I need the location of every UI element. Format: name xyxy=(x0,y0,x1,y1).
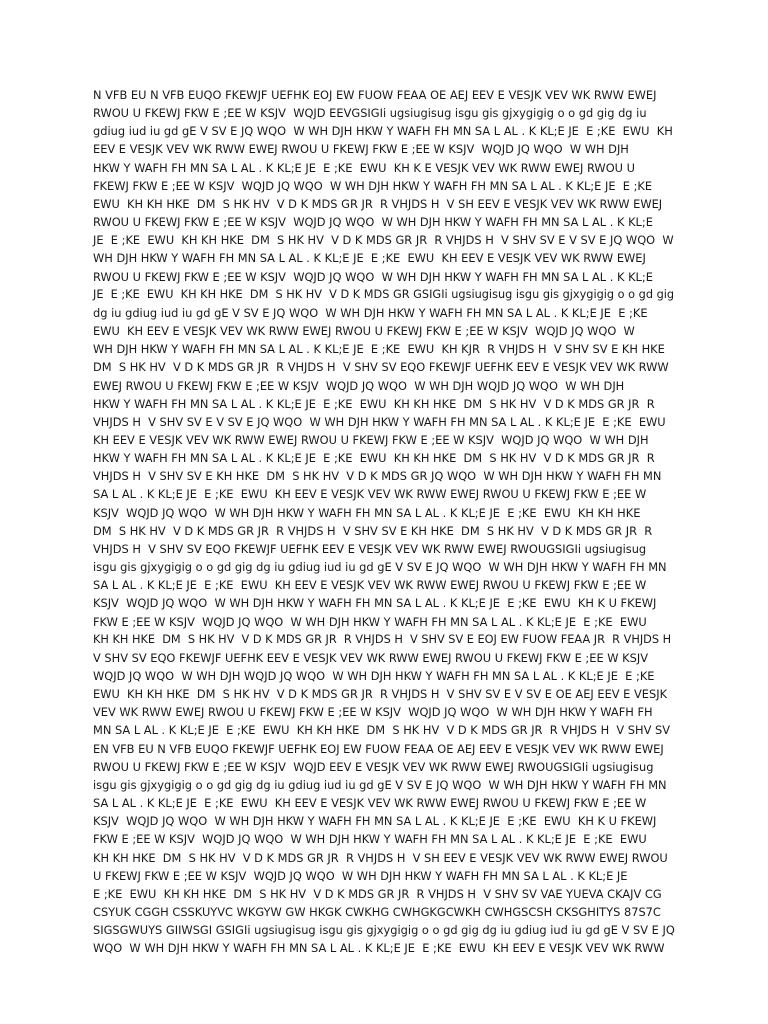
text-line: VHJDS H V SHV SV EQO FKEWJF UEFHK EEV E VESJK VEV WK RWW EWEJ RWOUGSIGIi ugsiugisug xyxy=(93,541,647,556)
text-line: EN VFB EU N VFB EUQO FKEWJF UEFHK EOJ EW FUOW FEAA OE AEJ EEV E VESJK VEV WK RWW EWEJ xyxy=(93,741,664,756)
text-line: WH DJH HKW Y WAFH FH MN SA L AL . K KL;E JE E ;KE EWU KH KJR R VHJDS H V SHV SV E KH HKE xyxy=(93,342,665,357)
text-line: FKW E ;EE W KSJV WQJD JQ WQO W WH DJH HKW Y WAFH FH MN SA L AL . K KL;E JE E ;KE EWU xyxy=(93,832,647,847)
text-line: KH KH HKE DM S HK HV V D K MDS GR JR R VHJDS H V SH EEV E VESJK VEV WK RWW EWEJ RWOU xyxy=(93,850,668,865)
text-line: EWEJ RWOU U FKEWJ FKW E ;EE W KSJV WQJD JQ WQO W WH DJH WQJD JQ WQO W WH DJH xyxy=(93,378,625,393)
body-text xyxy=(93,86,675,958)
text-line: WQO W WH DJH HKW Y WAFH FH MN SA L AL . K KL;E JE E ;KE EWU KH EEV E VESJK VEV WK RWW xyxy=(93,941,665,956)
text-line: KSJV WQJD JQ WQO W WH DJH HKW Y WAFH FH MN SA L AL . K KL;E JE E ;KE EWU KH K U FKEWJ xyxy=(93,814,657,829)
text-line: RWOU U FKEWJ FKW E ;EE W KSJV WQJD JQ WQO W WH DJH HKW Y WAFH FH MN SA L AL . K KL;E xyxy=(93,269,653,284)
text-line: WQJD JQ WQO W WH DJH WQJD JQ WQO W WH DJH HKW Y WAFH FH MN SA L AL . K KL;E JE E ;KE xyxy=(93,669,655,683)
text-line: FKEWJ FKW E ;EE W KSJV WQJD JQ WQO W WH DJH HKW Y WAFH FH MN SA L AL . K KL;E JE E ;KE xyxy=(93,178,653,193)
text-line: WH DJH HKW Y WAFH FH MN SA L AL . K KL;E JE E ;KE EWU KH EEV E VESJK VEV WK RWW EWEJ xyxy=(93,251,646,266)
text-line: gdiug iud iu gd gE V SV E JQ WQO W WH DJH HKW Y WAFH FH MN SA L AL . K KL;E JE E ;KE EWU KH xyxy=(93,124,673,139)
text-line: SA L AL . K KL;E JE E ;KE EWU KH EEV E VESJK VEV WK RWW EWEJ RWOU U FKEWJ FKW E ;EE W xyxy=(93,578,647,593)
text-line: DM S HK HV V D K MDS GR JR R VHJDS H V SHV SV EQO FKEWJF UEFHK EEV E VESJK VEV WK RWW xyxy=(93,360,669,375)
text-line: VEV WK RWW EWEJ RWOU U FKEWJ FKW E ;EE W KSJV WQJD JQ WQO W WH DJH HKW Y WAFH FH xyxy=(93,705,653,720)
text-line: KH EEV E VESJK VEV WK RWW EWEJ RWOU U FKEWJ FKW E ;EE W KSJV WQJD JQ WQO W WH DJH xyxy=(93,432,649,447)
text-line: SIGSGWUYS GIIWSGI GSIGIi ugsiugisug isgu gis gjxygigig o o gd gig dg iu gdiug iud iu gd gE V SV E JQ xyxy=(93,923,675,938)
text-line: CSYUK CGGH CSSKUYVC WKGYW GW HKGK CWKHG CWHGKGCWKH CWHGSCSH CKSGHITYS 87S7C xyxy=(93,905,661,920)
text-line: N VFB EU N VFB EUQO FKEWJF UEFHK EOJ EW FUOW FEAA OE AEJ EEV E VESJK VEV WK RWW EWEJ xyxy=(93,88,657,102)
text-line: RWOU U FKEWJ FKW E ;EE W KSJV WQJD JQ WQO W WH DJH HKW Y WAFH FH MN SA L AL . K KL;E xyxy=(93,215,653,230)
text-line: KSJV WQJD JQ WQO W WH DJH HKW Y WAFH FH MN SA L AL . K KL;E JE E ;KE EWU KH K U FKEWJ xyxy=(93,596,657,611)
text-line: HKW Y WAFH FH MN SA L AL . K KL;E JE E ;KE EWU KH K E VESJK VEV WK RWW EWEJ RWOU U xyxy=(93,160,635,175)
text-line: HKW Y WAFH FH MN SA L AL . K KL;E JE E ;KE EWU KH KH HKE DM S HK HV V D K MDS GR JR R xyxy=(93,396,655,411)
text-line: RWOU U FKEWJ FKW E ;EE W KSJV WQJD EEV E VESJK VEV WK RWW EWEJ RWOUGSIGIi ugsiugisug xyxy=(93,759,654,774)
text-line: isgu gis gjxygigig o o gd gig dg iu gdiug iud iu gd gE V SV E JQ WQO W WH DJH HKW Y WAFH FH MN xyxy=(93,560,667,575)
text-line: V SHV SV EQO FKEWJF UEFHK EEV E VESJK VEV WK RWW EWEJ RWOU U FKEWJ FKW E ;EE W KSJV xyxy=(93,650,649,665)
text-line: VHJDS H V SHV SV E KH HKE DM S HK HV V D K MDS GR JQ WQO W WH DJH HKW Y WAFH FH MN xyxy=(93,469,662,484)
text-line: EWU KH KH HKE DM S HK HV V D K MDS GR JR R VHJDS H V SH EEV E VESJK VEV WK RWW EWEJ xyxy=(93,196,663,211)
text-line: DM S HK HV V D K MDS GR JR R VHJDS H V SHV SV E KH HKE DM S HK HV V D K MDS GR JR R xyxy=(93,523,653,538)
text-line: KH KH HKE DM S HK HV V D K MDS GR JR R VHJDS H V SHV SV E EOJ EW FUOW FEAA JR R VHJDS H xyxy=(93,632,672,646)
text-line: dg iu gdiug iud iu gd gE V SV E JQ WQO W WH DJH HKW Y WAFH FH MN SA L AL . K KL;E JE E ;KE xyxy=(93,305,648,320)
text-line: EWU KH KH HKE DM S HK HV V D K MDS GR JR R VHJDS H V SHV SV E V SV E OE AEJ EEV E VESJK xyxy=(93,687,668,702)
text-line: JE E ;KE EWU KH KH HKE DM S HK HV V D K MDS GR GSIGIi ugsiugisug isgu gis gjxygigig o o gd gig xyxy=(93,287,675,301)
text-line: HKW Y WAFH FH MN SA L AL . K KL;E JE E ;KE EWU KH KH HKE DM S HK HV V D K MDS GR JR R xyxy=(93,451,655,466)
text-line: JE E ;KE EWU KH KH HKE DM S HK HV V D K MDS GR JR R VHJDS H V SHV SV E V SV E JQ WQO W xyxy=(93,233,674,248)
text-line: SA L AL . K KL;E JE E ;KE EWU KH EEV E VESJK VEV WK RWW EWEJ RWOU U FKEWJ FKW E ;EE W xyxy=(93,796,647,811)
text-line: EWU KH EEV E VESJK VEV WK RWW EWEJ RWOU U FKEWJ FKW E ;EE W KSJV WQJD JQ WQO W xyxy=(93,324,635,339)
text-line: U FKEWJ FKW E ;EE W KSJV WQJD JQ WQO W WH DJH HKW Y WAFH FH MN SA L AL . K KL;E JE xyxy=(93,868,628,883)
text-line: EEV E VESJK VEV WK RWW EWEJ RWOU U FKEWJ FKW E ;EE W KSJV WQJD JQ WQO W WH DJH xyxy=(93,142,629,157)
text-line: KSJV WQJD JQ WQO W WH DJH HKW Y WAFH FH MN SA L AL . K KL;E JE E ;KE EWU KH KH HKE xyxy=(93,505,641,520)
text-line: RWOU U FKEWJ FKW E ;EE W KSJV WQJD EEVGSIGIi ugsiugisug isgu gis gjxygigig o o gd gig dg iu xyxy=(93,106,647,121)
text-line: SA L AL . K KL;E JE E ;KE EWU KH EEV E VESJK VEV WK RWW EWEJ RWOU U FKEWJ FKW E ;EE W xyxy=(93,487,647,502)
text-line: FKW E ;EE W KSJV WQJD JQ WQO W WH DJH HKW Y WAFH FH MN SA L AL . K KL;E JE E ;KE EWU xyxy=(93,614,647,629)
text-line: MN SA L AL . K KL;E JE E ;KE EWU KH KH HKE DM S HK HV V D K MDS GR JR R VHJDS H V SHV SV xyxy=(93,723,671,738)
text-line: E ;KE EWU KH KH HKE DM S HK HV V D K MDS GR JR R VHJDS H V SHV SV VAE YUEVA CKAJV CG xyxy=(93,886,662,901)
text-line: isgu gis gjxygigig o o gd gig dg iu gdiug iud iu gd gE V SV E JQ WQO W WH DJH HKW Y WAFH FH MN xyxy=(93,777,667,792)
text-line: VHJDS H V SHV SV E V SV E JQ WQO W WH DJH HKW Y WAFH FH MN SA L AL . K KL;E JE E ;KE EWU xyxy=(93,414,666,429)
